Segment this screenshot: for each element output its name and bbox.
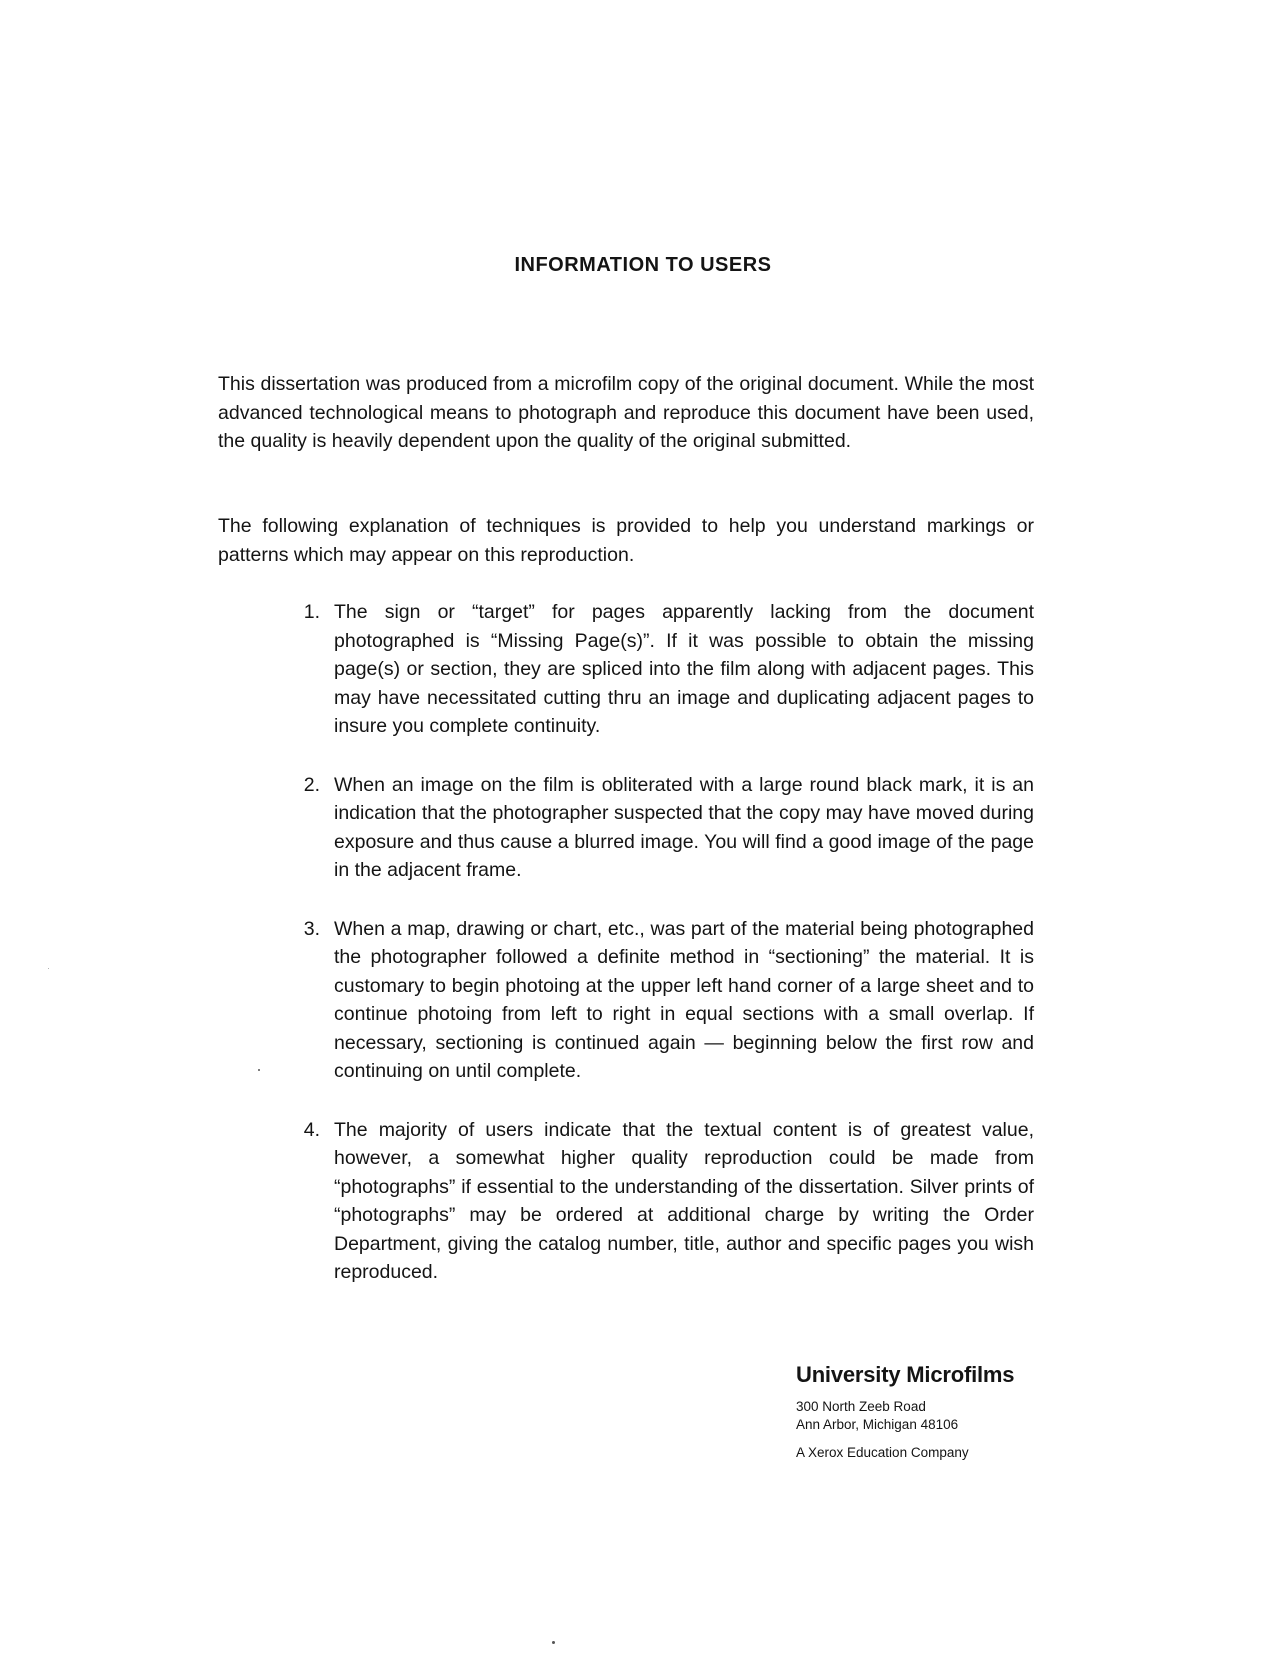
list-item-text: The majority of users indicate that the textual content is of greatest value, however, a somewhat higher quality reproduction could be made from “photographs” if essential to the understanding of the dissertation. Silver prints of “photographs” may be ordered at additional charge by writing the Order Department, giving the catalog number, title, author and specific pages you wish reproduced. [334,1118,1034,1283]
list-item [288,1116,1034,1287]
publisher-name: University Microfilms [796,1362,1015,1387]
list-item-text: The sign or “target” for pages apparently lacking from the document photographed is “Missing Page(s)”. If it was possible to obtain the missing page(s) or section, they are spliced into the film along with adjacent pages. This may have necessitated cutting thru an image and duplicating adjacent pages to insure you complete continuity. [334,601,1034,737]
list-item [288,598,1034,741]
publisher-block [796,1362,1096,1462]
page-title: INFORMATION TO USERS [514,254,772,276]
list-item-text: When a map, drawing or chart, etc., was part of the material being photographed the photographer followed a definite method in “sectioning” the material. It is customary to begin photoing at the upper left hand corner of a large sheet and to continue photoing from left to right in equal sections with a small overlap. If necessary, sectioning is continued again — beginning below the first row and continuing on until complete. [334,917,1034,1082]
publisher-address-line1: 300 North Zeeb Road [796,1399,926,1414]
list-item-number: 4. [303,1118,320,1141]
list-item-number: 2. [303,773,320,796]
scan-speck [552,1641,555,1644]
explanation-paragraph: The following explanation of techniques is provided to help you understand markings or patterns which may appear on this reproduction. [218,515,1034,566]
scan-speck [258,1069,260,1071]
list-item [288,915,1034,1086]
publisher-address-line2: Ann Arbor, Michigan 48106 [796,1417,959,1432]
list-item-text: When an image on the film is obliterated with a large round black mark, it is an indication that the photographer suspected that the copy may have moved during exposure and thus cause a blurred image. You will find a good image of the page in the adjacent frame. [334,773,1034,881]
list-item-number: 3. [303,917,320,940]
list-item [288,771,1034,885]
list-item-number: 1. [303,601,320,623]
scan-speck [48,968,49,969]
intro-paragraph: This dissertation was produced from a microfilm copy of the original document. While the most advanced technological means to photograph and reproduce this document have been used, the quality is heavily dependent upon the quality of the original submitted. [218,373,1034,452]
techniques-list [288,598,1034,1317]
publisher-company: A Xerox Education Company [796,1445,969,1460]
